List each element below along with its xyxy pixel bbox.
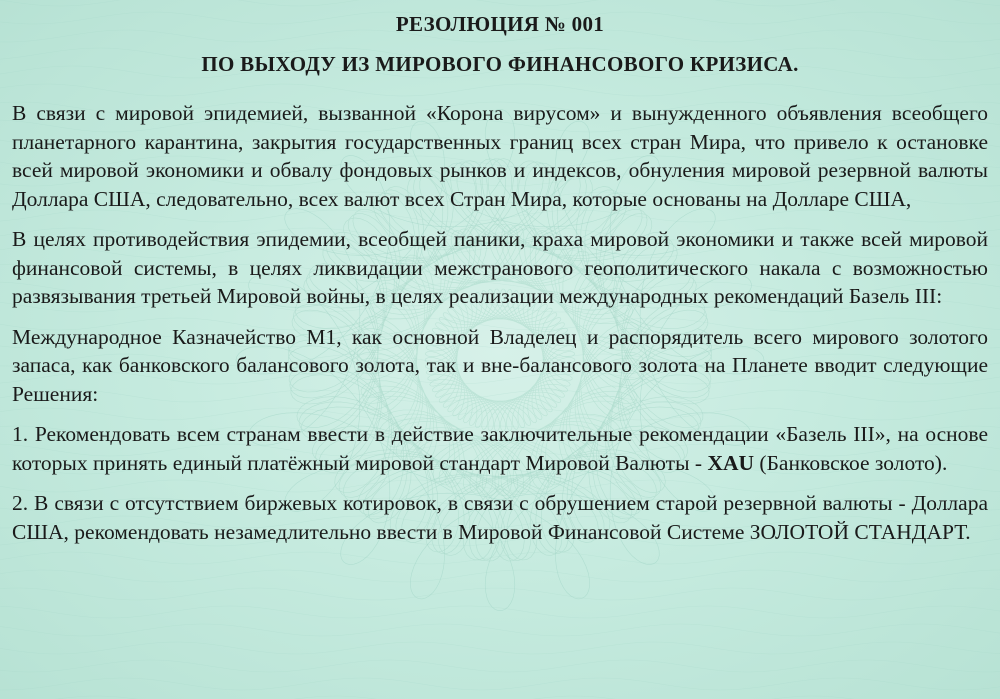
- item-1-text-after: (Банковское золото).: [754, 450, 948, 475]
- document-title-line-2: ПО ВЫХОДУ ИЗ МИРОВОГО ФИНАНСОВОГО КРИЗИСА.: [201, 52, 799, 76]
- paragraph-preamble-3: Международное Казначейство М1, как основной Владелец и распорядитель всего мирового золотого запаса, как банковского балансового золота, так и вне-балансового золота на Планете вводит следующие Решения:: [12, 324, 988, 406]
- paragraph-preamble-2: В целях противодействия эпидемии, всеобщей паники, краха мировой экономики и также всей мировой финансовой системы, в целях ликвидации межстранового геополитического накала с возможностью развязывания третьей Мировой войны, в целях реализации международных рекомендаций Базель III:: [12, 227, 988, 308]
- item-1-currency-code: XAU: [707, 450, 755, 475]
- paragraph-preamble-1: В связи с мировой эпидемией, вызванной «Корона вирусом» и вынужденного объявления всеобщего планетарного карантина, закрытия государственных границ всех стран Мира, что привело к остановке всей мировой экономики и обвалу фондовых рынков и индексов, обнуления мировой резервной валюты Доллара США, следовательно, всех валют всех Стран Мира, которые основаны на Долларе США,: [12, 101, 988, 211]
- resolution-item-2: 2. В связи с отсутствием биржевых котировок, в связи с обрушением старой резервной валюты - Доллара США, рекомендовать незамедлительно ввести в Мировой Финансовой Системе ЗОЛОТОЙ СТАНДАРТ.: [12, 491, 988, 544]
- resolution-item-1: [12, 420, 988, 477]
- document-title-line-1: РЕЗОЛЮЦИЯ № 001: [395, 12, 605, 36]
- item-1-text-before: 1. Рекомендовать всем странам ввести в действие заключительные рекомендации «Базель III», на основе которых принять единый платёжный мировой стандарт Мировой Валюты -: [12, 422, 988, 475]
